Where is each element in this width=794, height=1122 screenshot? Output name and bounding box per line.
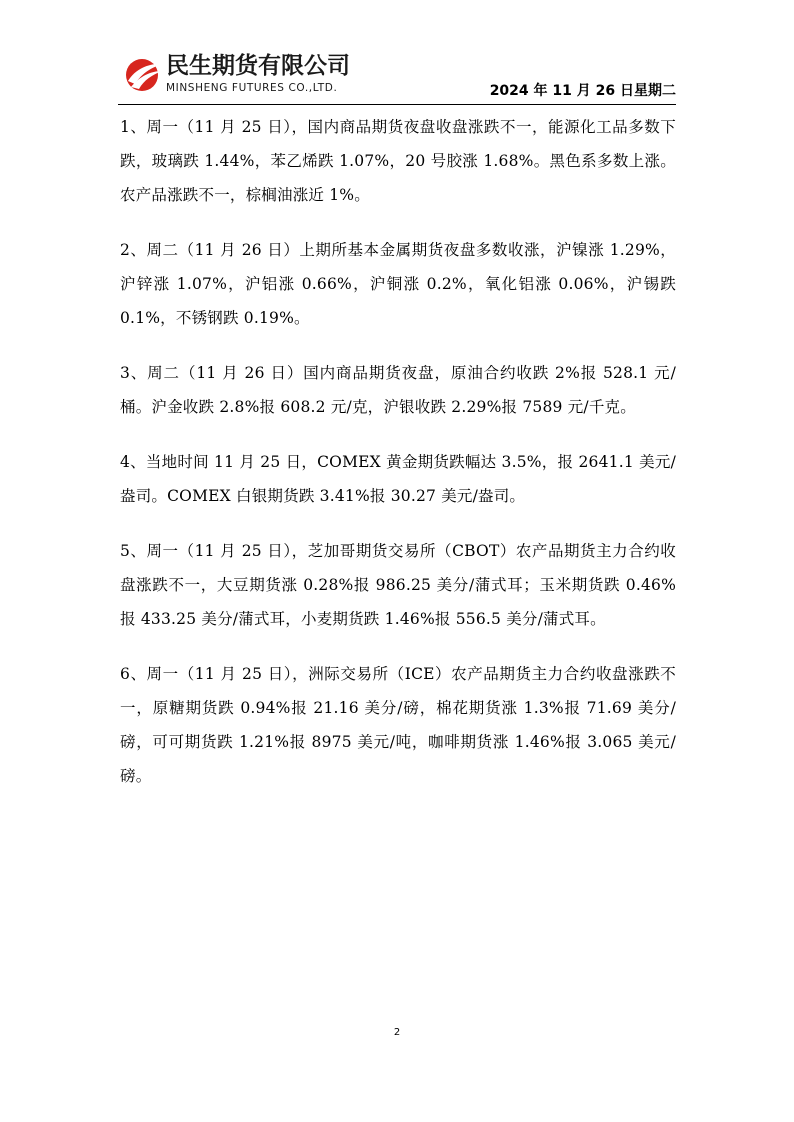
news-item-6: 6、周一（11 月 25 日），洲际交易所（ICE）农产品期货主力合约收盘涨跌不一，原糖期货跌 0.94%报 21.16 美分/磅，棉花期货涨 1.3%报 71.69 美分/磅，可可期货跌 1.21%报 8975 美元/吨，咖啡期货涨 1.46%报 3.065 美元/磅。 xyxy=(120,665,676,785)
news-item-3: 3、周二（11 月 26 日）国内商品期货夜盘，原油合约收跌 2%报 528.1 元/桶。沪金收跌 2.8%报 608.2 元/克，沪银收跌 2.29%报 7589 元/千克。 xyxy=(120,364,676,416)
news-item-2: 2、周二（11 月 26 日）上期所基本金属期货夜盘多数收涨，沪镍涨 1.29%，沪锌涨 1.07%，沪铝涨 0.66%，沪铜涨 0.2%，氧化铝涨 0.06%，沪锡跌 0.1%，不锈钢跌 0.19%。 xyxy=(120,241,676,327)
header-divider xyxy=(118,104,676,105)
company-logo xyxy=(120,52,370,102)
report-date: 2024 年 11 月 26 日星期二 xyxy=(489,83,676,99)
minsheng-logo-icon xyxy=(122,54,164,94)
news-item-4: 4、当地时间 11 月 25 日，COMEX 黄金期货跌幅达 3.5%，报 2641.1 美元/盎司。COMEX 白银期货跌 3.41%报 30.27 美元/盎司。 xyxy=(120,453,676,505)
news-list xyxy=(120,110,676,814)
page-number: 2 xyxy=(393,1027,401,1038)
logo-english-name: MINSHENG FUTURES CO.,LTD. xyxy=(166,82,338,94)
news-item-1: 1、周一（11 月 25 日），国内商品期货夜盘收盘涨跌不一，能源化工品多数下跌，玻璃跌 1.44%，苯乙烯跌 1.07%，20 号胶涨 1.68%。黑色系多数上涨。农产品涨跌不一，棕榈油涨近 1%。 xyxy=(120,118,676,204)
logo-chinese-name: 民生期货有限公司 xyxy=(166,53,350,79)
news-item-5: 5、周一（11 月 25 日），芝加哥期货交易所（CBOT）农产品期货主力合约收盘涨跌不一，大豆期货涨 0.28%报 986.25 美分/蒲式耳；玉米期货跌 0.46%报 433.25 美分/蒲式耳，小麦期货跌 1.46%报 556.5 美分/蒲式耳。 xyxy=(120,542,676,628)
page-header xyxy=(120,52,676,102)
